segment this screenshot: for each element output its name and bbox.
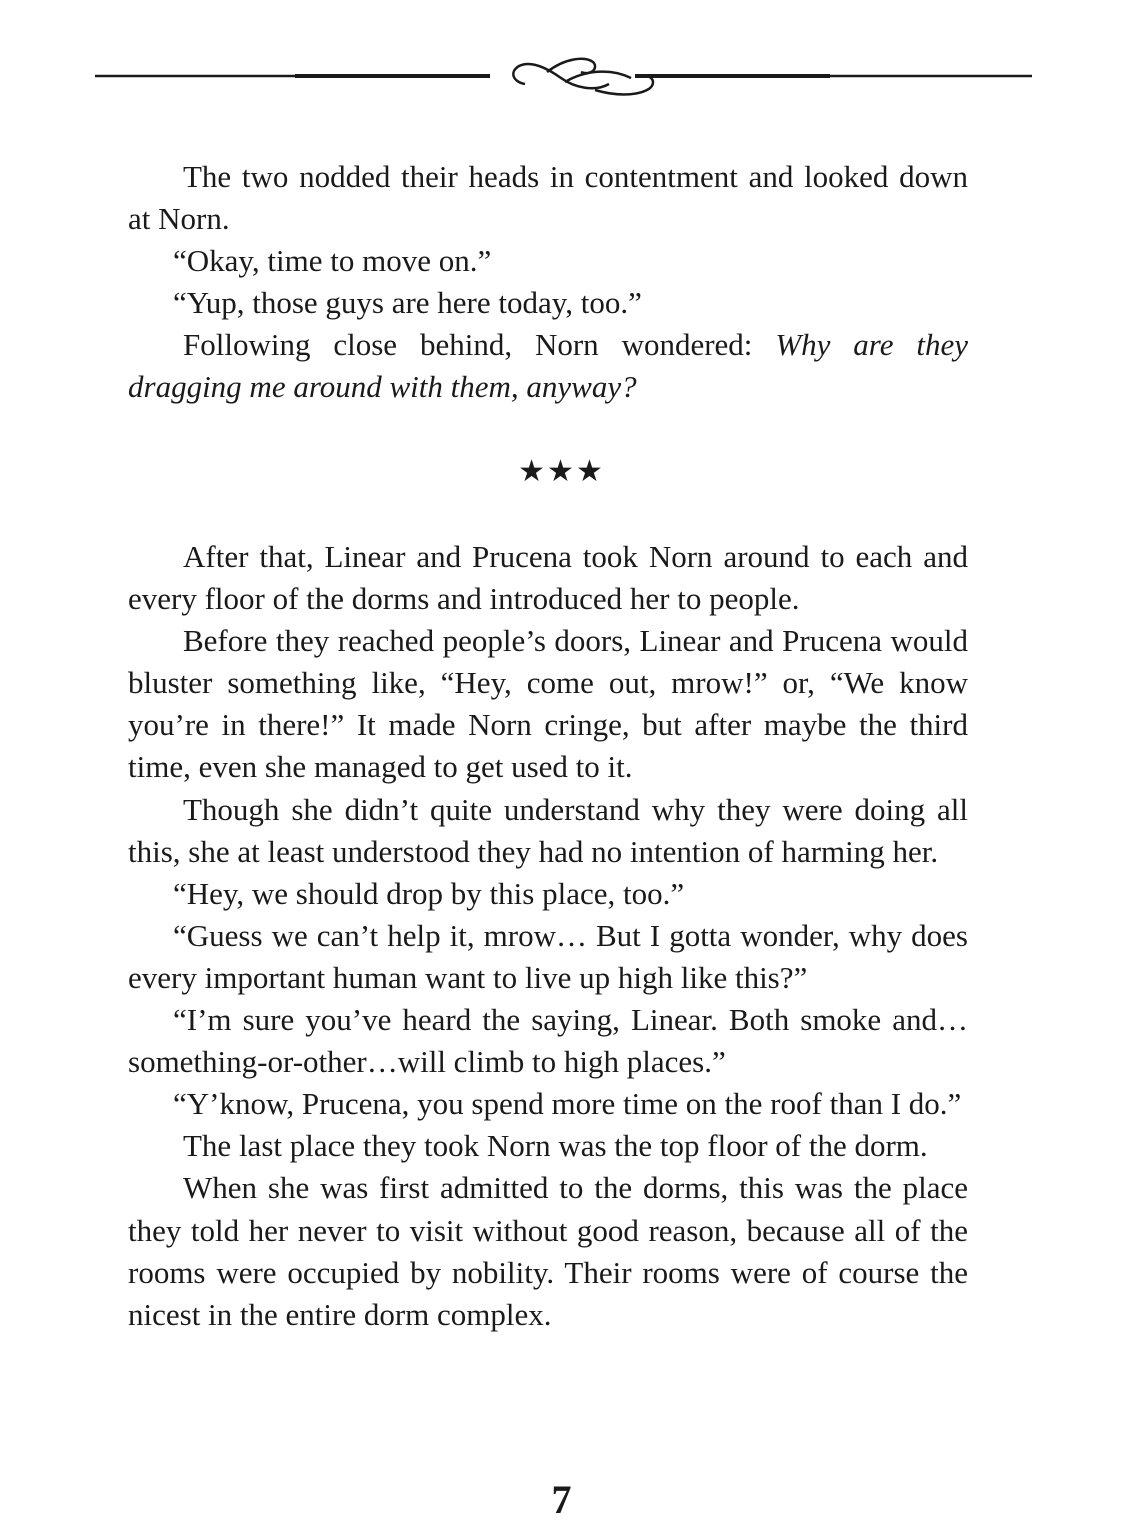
paragraph: After that, Linear and Prucena took Norn around to each and every floor of the dorms and introduced her to people. bbox=[128, 539, 968, 617]
header-flourish-ornament bbox=[95, 52, 1032, 104]
dialogue-line: “Y’know, Prucena, you spend more time on the roof than I do.” bbox=[173, 1086, 962, 1122]
page-number: 7 bbox=[551, 1477, 572, 1522]
dialogue-line: “Guess we can’t help it, mrow… But I gotta wonder, why does every important human want to live up high like this?” bbox=[128, 917, 968, 995]
paragraph: The last place they took Norn was the top floor of the dorm. bbox=[183, 1128, 928, 1164]
paragraph: The two nodded their heads in contentment and looked down at Norn. bbox=[128, 159, 968, 237]
scene-break-stars: ★★★ bbox=[518, 454, 605, 489]
text-block-top bbox=[128, 156, 968, 409]
dialogue-line: “Hey, we should drop by this place, too.” bbox=[173, 875, 685, 911]
paragraph-plain-text: Following close behind, Norn wondered: bbox=[183, 327, 776, 363]
paragraph: Before they reached people’s doors, Linear and Prucena would bluster something like, “Hey, come out, mrow!” or, “We know you’re in there!” It made Norn cringe, but after maybe the third time, even she managed to get used to it. bbox=[128, 623, 968, 785]
paragraph: When she was first admitted to the dorms, this was the place they told her never to visit without good reason, because all of the rooms were occupied by nobility. Their rooms were of course the nicest in the entire dorm complex. bbox=[128, 1170, 968, 1332]
paragraph bbox=[128, 324, 968, 408]
dialogue-line: “I’m sure you’ve heard the saying, Linear. Both smoke and…something-or-other…will climb to high places.” bbox=[128, 1002, 968, 1080]
dialogue-line: “Yup, those guys are here today, too.” bbox=[173, 285, 642, 321]
italic-thought-text: Why are they dragging me around with them, anyway? bbox=[128, 327, 968, 405]
text-block-main bbox=[128, 536, 968, 1336]
dialogue-line: “Okay, time to move on.” bbox=[173, 243, 492, 279]
paragraph: Though she didn’t quite understand why they were doing all this, she at least understood they had no intention of harming her. bbox=[128, 791, 968, 869]
